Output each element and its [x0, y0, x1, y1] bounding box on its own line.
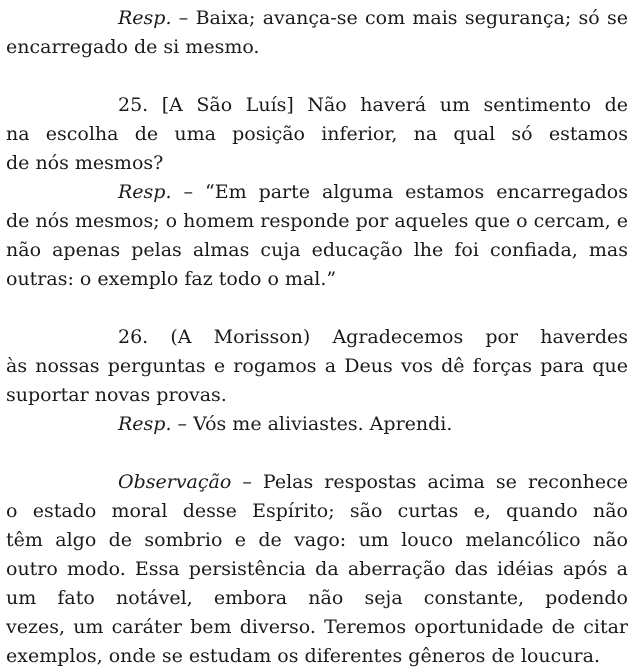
document-page — [6, 4, 628, 671]
paragraph — [6, 323, 628, 439]
line-text: de nós mesmos? — [6, 152, 164, 174]
line-text: suportar novas provas. — [6, 384, 227, 406]
line-text: outras: o exemplo faz todo o mal.” — [6, 268, 337, 290]
paragraph — [6, 91, 628, 294]
text-line — [6, 410, 628, 439]
line-text: – Vós me aliviastes. Aprendi. — [171, 413, 453, 435]
text-line — [6, 149, 628, 178]
line-text: às nossas perguntas e rogamos a Deus vos dê forças para que — [6, 355, 628, 377]
text-line — [6, 352, 628, 381]
lead-label: Observação — [118, 471, 232, 493]
text-line — [6, 178, 628, 207]
paragraph-spacer — [6, 62, 628, 91]
text-line — [6, 613, 628, 642]
text-line — [6, 555, 628, 584]
text-line — [6, 323, 628, 352]
line-text: 26. (A Morisson) Agradecemos por haverdes — [118, 326, 628, 348]
line-text: não apenas pelas almas cuja educação lhe foi confiada, mas — [6, 239, 628, 261]
line-text: encarregado de si mesmo. — [6, 36, 260, 58]
line-text: o estado moral desse Espírito; são curtas e, quando não — [6, 500, 628, 522]
line-text: 25. [A São Luís] Não haverá um sentimento de — [118, 94, 628, 116]
line-text: – “Em parte alguma estamos encarregados — [183, 181, 628, 203]
line-text: na escolha de uma posição inferior, na qual só estamos — [6, 123, 628, 145]
text-line — [6, 4, 628, 33]
paragraph — [6, 468, 628, 671]
line-text: exemplos, onde se estudam os diferentes gêneros de loucura. — [6, 645, 601, 667]
text-line — [6, 381, 628, 410]
text-line — [6, 91, 628, 120]
paragraph-spacer — [6, 294, 628, 323]
text-line — [6, 584, 628, 613]
line-text: outro modo. Essa persistência da aberração das idéias após a — [6, 558, 628, 580]
text-line — [6, 526, 628, 555]
line-text: têm algo de sombrio e de vago: um louco melancólico não — [6, 529, 628, 551]
lead-label: Resp. — [118, 413, 172, 435]
line-text: – Pelas respostas acima se reconhece — [242, 471, 628, 493]
text-line — [6, 120, 628, 149]
lead-label: Resp. — [118, 181, 172, 203]
lead-label: Resp. — [118, 7, 172, 29]
text-line — [6, 497, 628, 526]
text-line — [6, 207, 628, 236]
paragraph — [6, 4, 628, 62]
text-line — [6, 33, 628, 62]
line-text: vezes, um caráter bem diverso. Teremos oportunidade de citar — [6, 616, 628, 638]
text-line — [6, 468, 628, 497]
line-text: – Baixa; avança-se com mais segurança; só se — [178, 7, 628, 29]
text-line — [6, 265, 628, 294]
line-text: um fato notável, embora não seja constante, podendo — [6, 587, 628, 609]
paragraph-spacer — [6, 439, 628, 468]
line-text: de nós mesmos; o homem responde por aqueles que o cercam, e — [6, 210, 628, 232]
text-line — [6, 236, 628, 265]
